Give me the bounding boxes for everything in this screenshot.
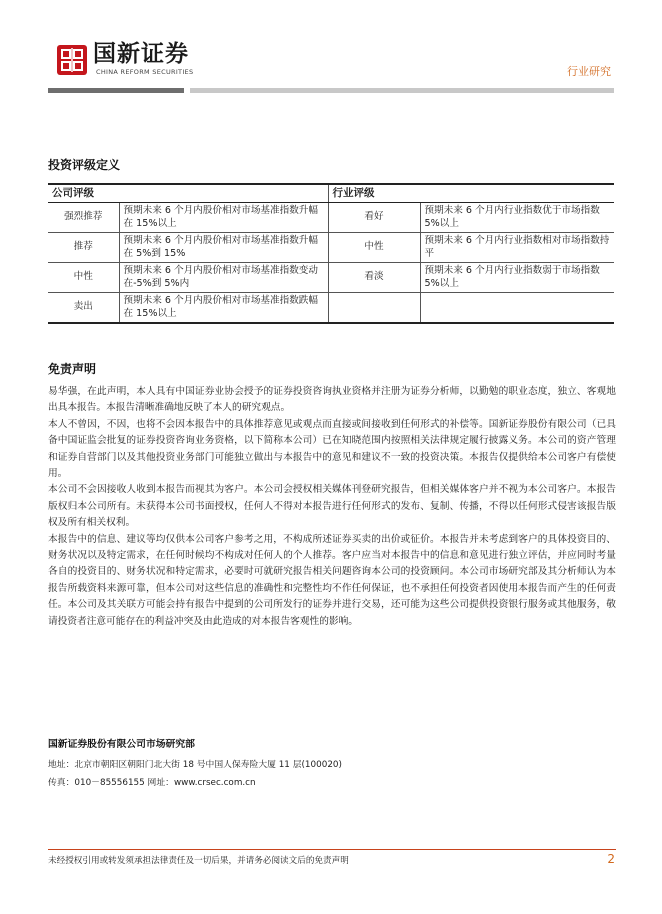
industry-rating-name: 中性 bbox=[328, 233, 420, 263]
company-rating-desc: 预期未来 6 个月内股价相对市场基准指数升幅在 5%到 15% bbox=[119, 233, 328, 263]
header-divider-dark bbox=[48, 88, 184, 93]
logo-name: 国新证券 bbox=[93, 41, 189, 67]
company-rating-header: 公司评级 bbox=[48, 184, 328, 203]
footer-legal-notice: 未经授权引用或转发须承担法律责任及一切后果，并请务必阅读文后的免责声明 bbox=[48, 856, 349, 866]
industry-rating-header: 行业评级 bbox=[328, 184, 614, 203]
disclaimer-paragraph: 本公司不会因接收人收到本报告而视其为客户。本公司会授权相关媒体刊登研究报告，但相关媒体客户并不视为本公司客户。本报告版权归本公司所有。未获得本公司书面授权，任何人不得对本报告进行任何形式的发布、复制、传播，不得以任何形式侵害该报告版权及所有相关权利。 bbox=[48, 484, 616, 529]
company-rating-desc: 预期未来 6 个月内股价相对市场基准指数升幅在 15%以上 bbox=[119, 203, 328, 233]
rating-definition-table bbox=[48, 183, 614, 324]
industry-rating-desc: 预期未来 6 个月内行业指数优于市场指数 5%以上 bbox=[420, 203, 614, 233]
table-row bbox=[48, 293, 614, 324]
disclaimer-section-title: 免责声明 bbox=[48, 362, 97, 376]
company-department-name: 国新证券股份有限公司市场研究部 bbox=[48, 739, 195, 750]
company-address: 地址：北京市朝阳区朝阳门北大街 18 号中国人保寿险大厦 11 层(100020) bbox=[48, 760, 342, 770]
industry-rating-desc: 预期未来 6 个月内行业指数相对市场指数持平 bbox=[420, 233, 614, 263]
footer-divider bbox=[48, 849, 616, 850]
disclaimer-body bbox=[48, 384, 616, 630]
disclaimer-paragraph: 易华强，在此声明，本人具有中国证券业协会授予的证券投资咨询执业资格并注册为证券分析师，以勤勉的职业态度，独立、客观地出具本报告。本报告清晰准确地反映了本人的研究观点。 bbox=[48, 386, 616, 414]
logo-english-name: CHINA REFORM SECURITIES bbox=[96, 68, 194, 76]
industry-rating-name: 看好 bbox=[328, 203, 420, 233]
industry-rating-desc: 预期未来 6 个月内行业指数弱于市场指数 5%以上 bbox=[420, 263, 614, 293]
disclaimer-paragraph: 本报告中的信息、建议等均仅供本公司客户参考之用，不构成所述证券买卖的出价或征价。本报告并未考虑到客户的具体投资目的、财务状况以及特定需求，在任何时候均不构成对任何人的个人推荐。客户应当对本报告中的信息和意见进行独立评估，并应同时考量各自的投资目的、财务状况和特定需求，必要时可就研究报告相关问题咨询本公司的投资顾问。本公司市场研究部及其分析师认为本报告所载资料来源可靠，但本公司对这些信息的准确性和完整性均不作任何保证，也不承担任何投资者因使用本报告而产生的任何责任。本公司及其关联方可能会持有报告中提到的公司所发行的证券并进行交易，还可能为这些公司提供投资银行服务或其他服务，敬请投资者注意可能存在的利益冲突及由此造成的对本报告客观性的影响。 bbox=[48, 533, 616, 627]
table-row bbox=[48, 263, 614, 293]
company-rating-name: 推荐 bbox=[48, 233, 119, 263]
table-row bbox=[48, 203, 614, 233]
company-rating-name: 卖出 bbox=[48, 293, 119, 324]
company-rating-desc: 预期未来 6 个月内股价相对市场基准指数变动在-5%到 5%内 bbox=[119, 263, 328, 293]
company-rating-name: 强烈推荐 bbox=[48, 203, 119, 233]
report-category: 行业研究 bbox=[567, 65, 611, 78]
industry-rating-name bbox=[328, 293, 420, 324]
page-number: 2 bbox=[607, 852, 615, 866]
company-rating-desc: 预期未来 6 个月内股价相对市场基准指数跌幅在 15%以上 bbox=[119, 293, 328, 324]
company-rating-name: 中性 bbox=[48, 263, 119, 293]
rating-section-title: 投资评级定义 bbox=[48, 158, 121, 172]
company-logo-icon bbox=[57, 45, 87, 75]
industry-rating-desc bbox=[420, 293, 614, 324]
industry-rating-name: 看淡 bbox=[328, 263, 420, 293]
table-row bbox=[48, 233, 614, 263]
header-divider-light bbox=[190, 88, 614, 93]
disclaimer-paragraph: 本人不曾因，不因，也将不会因本报告中的具体推荐意见或观点而直接或间接收到任何形式的补偿等。国新证券股份有限公司（已具备中国证监会批复的证券投资咨询业务资格，以下简称本公司）已在知晓范围内按照相关法律规定履行披露义务。本公司的资产管理和证券自营部门以及其他投资业务部门可能独立做出与本报告中的意见和建议不一致的投资决策。本报告仅提供给本公司客户有偿使用。 bbox=[48, 418, 616, 480]
company-fax-website: 传真：010－85556155 网址：www.crsec.com.cn bbox=[48, 778, 256, 788]
